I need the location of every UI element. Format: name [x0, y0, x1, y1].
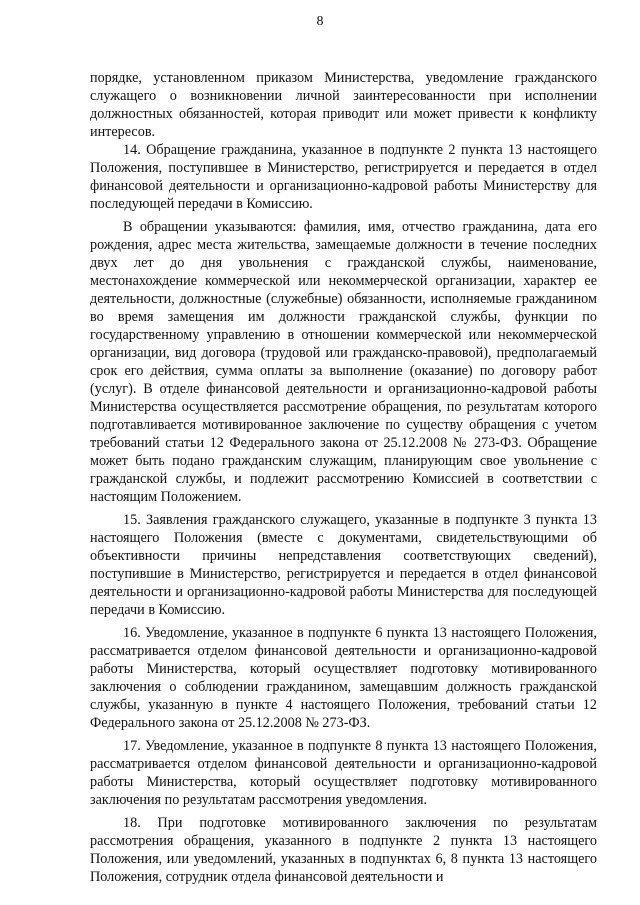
- paragraph-continuation: порядке, установленном приказом Министерства, уведомление гражданского служащего о возникновении личной заинтересованности при исполнении должностных обязанностей, которая приводит или может привести к конфликту интересов.: [90, 70, 597, 140]
- page-number: 8: [316, 14, 324, 29]
- paragraph-item-14-details: В обращении указываются: фамилия, имя, отчество гражданина, дата его рождения, адрес места жительства, замещаемые должности в течение последних двух лет до дня увольнения с гражданской службы, наименование, местонахождение коммерческой или некоммерческой организации, характер ее деятельности, должностные (служебные) обязанности, исполняемые гражданином во время замещения им должности гражданской службы, функции по государственному управлению в отношении коммерческой или некоммерческой организации, вид договора (трудовой или гражданско-правовой), предполагаемый срок его действия, сумма оплаты за выполнение (оказание) по договору работ (услуг). В отделе финансовой деятельности и организационно-кадровой работы Министерства осуществляется рассмотрение обращения, по результатам которого подготавливается мотивированное заключение по существу обращения с учетом требований статьи 12 Федерального закона от 25.12.2008 № 273-ФЗ. Обращение может быть подано гражданским служащим, планирующим свое увольнение с гражданской службы, и подлежит рассмотрению Комиссией в соответствии с настоящим Положением.: [90, 219, 597, 505]
- paragraph-item-18: 18. При подготовке мотивированного заключения по результатам рассмотрения обращения, указанного в подпункте 2 пункта 13 настоящего Положения, или уведомлений, указанных в подпунктах 6, 8 пункта 13 настоящего Положения, сотрудник отдела финансовой деятельности и: [90, 815, 597, 885]
- paragraph-item-16: 16. Уведомление, указанное в подпункте 6 пункта 13 настоящего Положения, рассматривается отделом финансовой деятельности и организационно-кадровой работы Министерства, который осуществляет подготовку мотивированного заключения о соблюдении гражданином, замещавшим должность гражданской службы, указанную в пункте 4 настоящего Положения, требований статьи 12 Федерального закона от 25.12.2008 № 273-ФЗ.: [90, 625, 597, 731]
- paragraph-item-15: 15. Заявления гражданского служащего, указанные в подпункте 3 пункта 13 настоящего Положения (вместе с документами, свидетельствующими об объективности причины непредставления соответствующих сведений), поступившие в Министерство, регистрируется и передается в отдел финансовой деятельности и организационно-кадровой работы Министерства для последующей передачи в Комиссию.: [90, 512, 597, 618]
- paragraph-item-17: 17. Уведомление, указанное в подпункте 8 пункта 13 настоящего Положения, рассматривается отделом финансовой деятельности и организационно-кадровой работы Министерства, который осуществляет подготовку мотивированного заключения по результатам рассмотрения уведомления.: [90, 738, 597, 808]
- paragraph-item-14: 14. Обращение гражданина, указанное в подпункте 2 пункта 13 настоящего Положения, поступившее в Министерство, регистрируется и передается в отдел финансовой деятельности и организационно-кадровой работы Министерству для последующей передачи в Комиссию.: [90, 142, 597, 212]
- document-body: [90, 69, 597, 886]
